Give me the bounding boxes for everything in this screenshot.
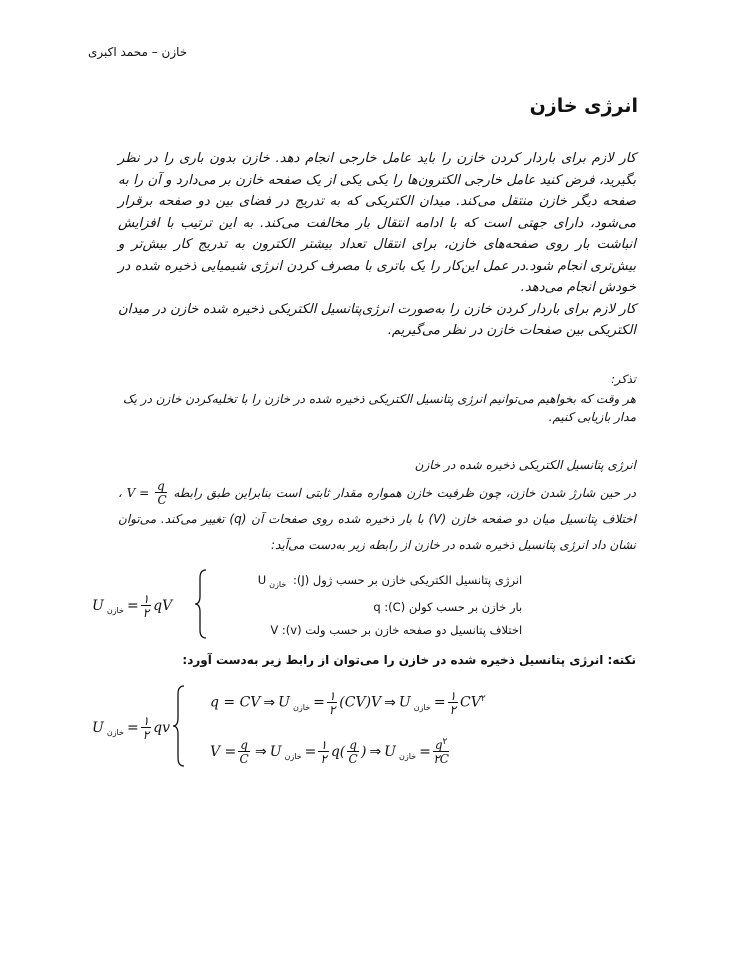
denominator: ۲ [142,605,150,620]
derivation-line-1 [210,677,486,730]
formula-subscript: خازن [106,727,124,737]
numerator: ۱ [320,737,327,752]
section-paragraph [118,480,636,559]
formula-u: U [92,719,104,736]
implies-icon: ⇒ [384,694,396,711]
exponent: ۲ [480,694,486,704]
reminder-text: هر وقت که بخواهیم می‌توانیم انرژی پتانسیل الکتریکی ذخیره شده در خازن را با تخلیه‌کردن خازن در یک مدار بازیابی کنیم. [122,391,636,424]
formula-eq: = [126,597,139,614]
formula-eq: = [313,694,325,711]
formula-lhs: V [126,485,136,500]
numerator: ۱ [142,713,150,728]
derivation-block [92,677,636,779]
implies-icon: ⇒ [254,743,267,760]
tip-text: نکته: انرژی پتانسیل ذخیره شده در خازن را می‌توان از رابط زیر به‌دست آورد: [182,653,636,667]
denominator: ۲ [142,727,150,742]
implies-icon: ⇒ [263,694,276,711]
denominator: ۲ [449,702,456,717]
paragraph-energy-storage: کار لازم برای باردار کردن خازن را به‌صورت انرژی‌پتانسیل الکتریکی ذخیره شده خازن در میدان الکتریکی بین صفحات خازن در نظر می‌گیریم. [118,301,636,338]
denominator: C [239,751,249,766]
brace-derivation [172,684,186,771]
numerator: q [349,737,357,752]
fraction [347,739,359,765]
formula-u: U [384,743,396,760]
symbol: U [257,573,267,587]
definition-symbol: V [270,623,279,637]
paragraph-intro: کار لازم برای باردار کردن خازن را باید عامل خارجی انجام دهد. خازن بدون باری را در نظر بگیرید، فرض کنید عامل خارجی الکترون‌ها را یکی یکی از یک صفحه خازن بر می‌دارد و آن را به صفحه دیگر خازن منتقل می‌کند. میدان الکتریکی که به تدریج در فضای بین دو صفحه برقرار می‌شود، دارای جهتی است که با ادامه انتقال بار مخالفت می‌کند. به این ترتیب با افزایش انباشت بار روی صفحه‌های خازن، برای انتقال تعداد بیشتر الکترون به تدریج کار بیش‌تر و بیش‌تری انجام شود.در عمل این‌کار را یک باتری با مصرف کردن انرژی شیمیایی ذخیره شده در خودش انجام می‌دهد. [118,151,636,295]
expr: ) [360,743,367,760]
fraction-half [327,690,337,716]
numerator: ۱ [449,688,456,703]
fraction [238,739,250,765]
formula-u: U [398,694,411,711]
definition-text: اختلاف پتانسیل دو صفحه خازن بر حسب ولت (v): [281,623,523,637]
formula-subscript: خازن [106,605,124,615]
formula-u: U [278,694,290,711]
fraction [155,480,167,506]
formula-subscript: خازن [292,702,311,712]
formula-eq: = [304,743,317,760]
derivation-lhs [92,715,170,741]
denominator: ۲ [328,702,336,717]
left-brace-icon [172,684,186,768]
numerator-base: q [434,738,443,753]
section-title: انرژی پتانسیل الکتریکی ذخیره شده در خازن [414,457,636,472]
denominator: C [348,751,358,766]
running-header: خازن – محمد اکبری [88,45,188,59]
denominator: ۲ [320,751,327,766]
derivation-lines [210,677,486,779]
numerator: ۱ [142,591,150,606]
derivation-line-2 [210,730,486,779]
formula-eq: = [139,485,150,500]
formula-u: U [92,597,104,614]
numerator: q [156,479,165,493]
formula-eq: = [419,743,431,760]
formula-rest: qV [153,597,173,614]
section-text-before: در حین شارژ شدن خازن، چون ظرفیت خازن همواره مقدار ثابتی است بنابراین طبق رابطه [173,485,636,500]
definition-text: بار خازن بر حسب کولن (C): [384,600,523,614]
expr: q = CV [210,694,261,711]
numerator: ۱ [328,688,336,703]
definition-symbol: q [373,600,381,614]
fraction-half [448,690,458,716]
numerator: q [240,737,248,752]
symbol-subscript: خازن [269,580,287,589]
expr: q( [330,743,346,760]
definition-item [222,596,522,619]
definition-text: انرژی پتانسیل الکتریکی خازن بر حسب ژول (J): [292,573,523,587]
implies-icon: ⇒ [369,743,382,760]
expr: CV [460,694,481,711]
expr: V = [210,743,237,760]
formula-definitions-block [92,568,636,643]
definition-symbol [258,573,290,587]
numerator [433,738,450,752]
formula-subscript: خازن [413,702,431,712]
fraction-half [318,739,328,765]
brace-definitions [194,568,208,643]
denominator: C [157,493,167,507]
formula-rest: qv [153,719,170,736]
definition-item [222,569,522,596]
section-text-after: ، اختلاف پتانسیل میان دو صفحه خازن (V) با بار ذخیره شده روی صفحات آن (q) تغییر می‌کند. می‌توان نشان داد انرژی پتانسیل ذخیره شده در خازن از رابطه زیر به‌دست می‌آید: [118,485,637,552]
fraction-half [141,715,151,741]
formula-u: U [269,743,282,760]
main-formula [92,593,172,619]
formula-subscript: خازن [398,751,417,761]
expr: (CV)V [339,694,382,711]
fraction-half [141,593,151,619]
exponent: ۲ [442,737,448,748]
fraction [433,738,450,765]
formula-v-equals-q-over-c [127,480,169,507]
formula-subscript: خازن [284,751,302,761]
page-title: انرژی خازن [529,95,638,117]
definition-item [222,619,522,642]
reminder-label: تذکر: [611,371,636,386]
denominator: ۲C [433,752,449,767]
formula-eq: = [433,694,446,711]
formula-eq: = [126,719,139,736]
left-brace-icon [194,568,208,640]
definitions-list [222,569,522,642]
